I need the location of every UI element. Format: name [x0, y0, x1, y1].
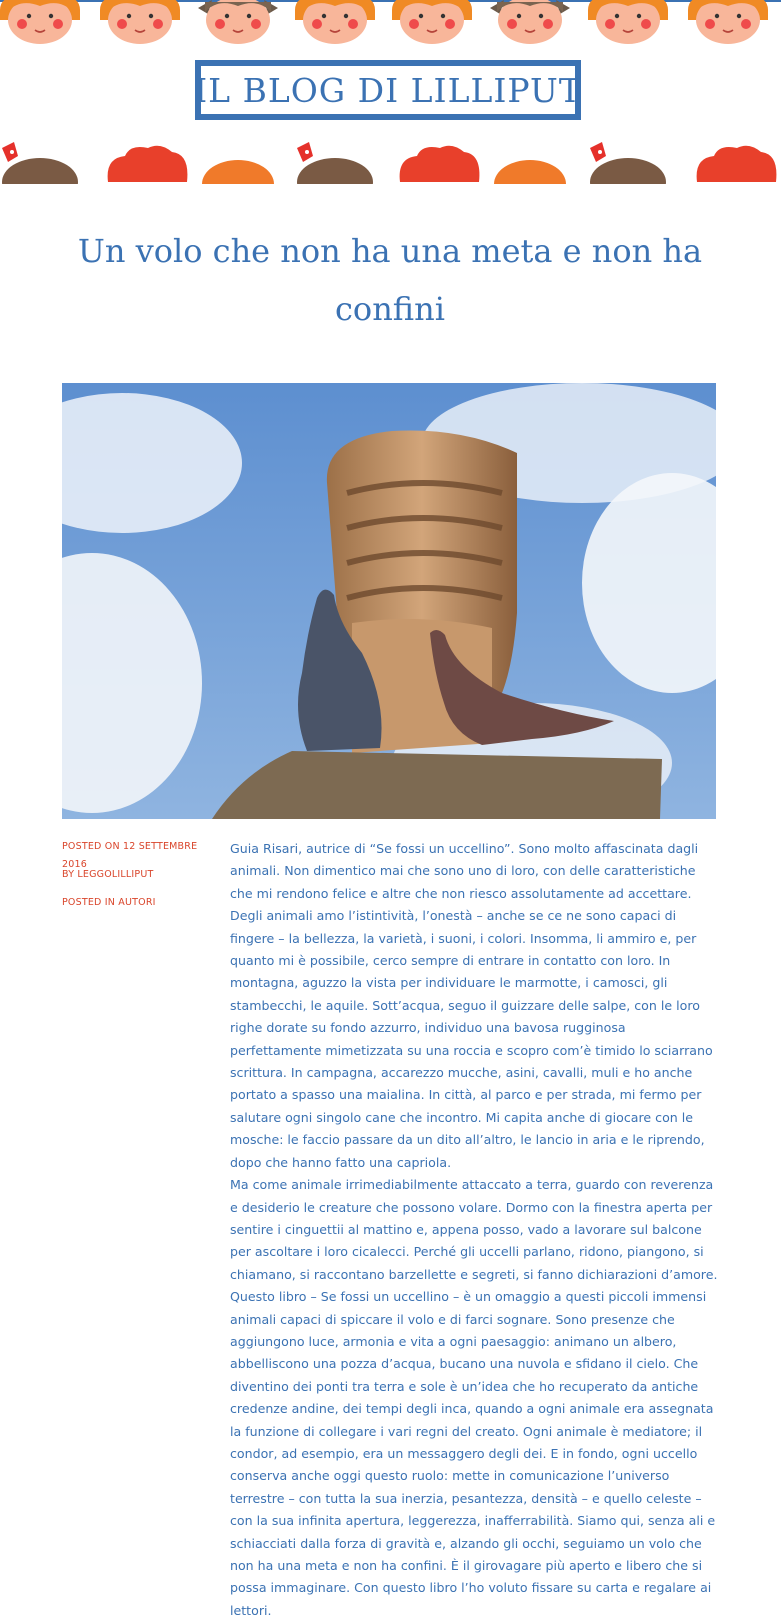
- site-title-link[interactable]: [195, 60, 581, 120]
- header-hair-decoration: [0, 138, 781, 184]
- post-content: [230, 838, 720, 1622]
- featured-image: [62, 383, 716, 819]
- post-author-link[interactable]: BY LEGGOLILLIPUT: [62, 869, 154, 880]
- post-meta: [62, 838, 222, 922]
- post-category-link[interactable]: POSTED IN AUTORI: [62, 897, 156, 908]
- post-title: Un volo che non ha una meta e non ha confini: [77, 232, 703, 328]
- site-title: IL BLOG DI LILLIPUT: [194, 70, 582, 110]
- post-paragraph: Ma come animale irrimediabilmente attaccato a terra, guardo con reverenza e desiderio le creature che possono volare. Dormo con la finestra aperta per sentire i cinguettii al mattino e, appena posso, vado a lavorare sul balcone per ascoltare i loro cicalecci. Perché gli uccelli parlano, ridono, piangono, si chiamano, si raccontano barzellette e segreti, si fanno dichiarazioni d’amore. Questo libro – Se fossi un uccellino – è un omaggio a questi piccoli immensi animali capaci di spiccare il volo e di farci sognare. Sono presenze che aggiungono luce, armonia e vita a ogni paesaggio: animano un albero, abbelliscono una pozza d’acqua, bucano una nuvola e sfidano il cielo. Che diventino dei ponti tra terra e sole è un’idea che ho recuperato da antiche credenze andine, dei tempi degli inca, quando a ogni animale era assegnata la funzione di collegare i vari regni del creato. Ogni animale è mediatore; il condor, ad esempio, era un messaggero degli dei. E in fondo, ogni uccello conserva anche oggi questo ruolo: mette in comunicazione l’universo terrestre – con tutta la sua inerzia, pesantezza, densità – e quello celeste – con la sua infinita apertura, leggerezza, inafferrabilità. Siamo qui, senza ali e schiacciati dalla forza di gravità e, alzando gli occhi, seguiamo un volo che non ha una meta e non ha confini. È il girovagare più aperto e libero che si possa immaginare. Con questo libro l’ho voluto fissare su carta e regalare ai lettori.: [230, 1177, 718, 1618]
- header-faces-decoration: [0, 0, 781, 46]
- post-date-link[interactable]: POSTED ON 12 SETTEMBRE 2016: [62, 841, 198, 870]
- post-paragraph: Guia Risari, autrice di “Se fossi un uccellino”. Sono molto affascinata dagli animali. Non dimentico mai che sono uno di loro, con delle caratteristiche che mi rendono felice e altre che non riesco assolutamente ad accettare. Degli animali amo l’istintività, l’onestà – anche se ce ne sono capaci di fingere – la bellezza, la varietà, i suoni, i colori. Insomma, li ammiro e, per quanto mi è possibile, cerco sempre di entrare in contatto con loro. In montagna, aguzzo la vista per individuare le marmotte, i camosci, gli stambecchi, le aquile. Sott’acqua, seguo il guizzare delle salpe, con le loro righe dorate su fondo azzurro, individuo una bavosa rugginosa perfettamente mimetizzata su una roccia e scopro com’è timido lo sciarrano scrittura. In campagna, accarezzo mucche, asini, cavalli, muli e ho anche portato a spasso una maialina. In città, al parco e per strada, mi fermo per salutare ogni singolo cane che incontro. Mi capita anche di giocare con le mosche: le faccio passare da un dito all’altro, le lancio in aria e le riprendo, dopo che hanno fatto una capriola.: [230, 841, 713, 1170]
